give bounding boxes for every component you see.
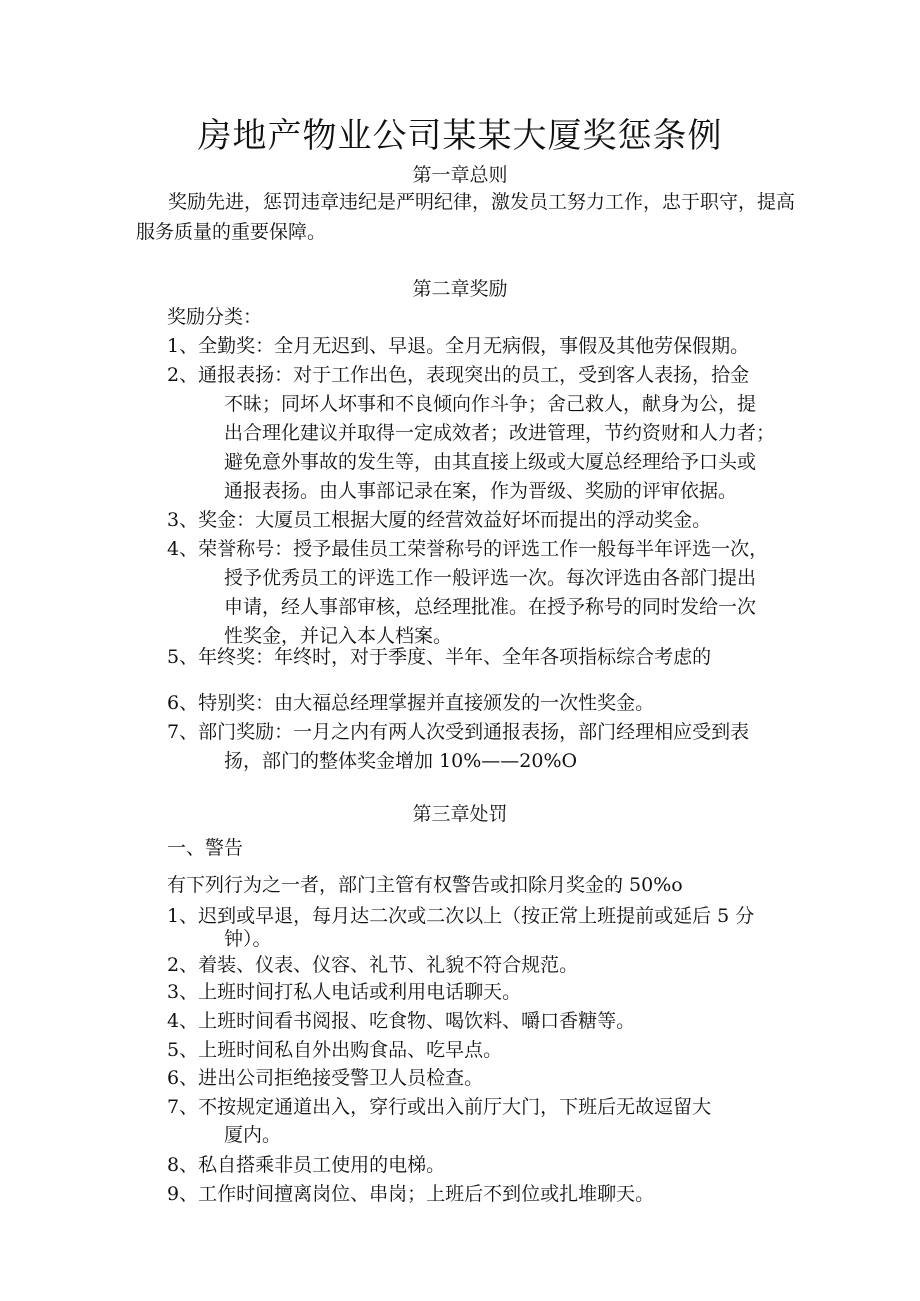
warning-intro: 有下列行为之一者，部门主管有权警告或扣除月奖金的 50%o (167, 874, 683, 896)
item-text: 上班时间打私人电话或利用电话聊天。 (198, 981, 522, 1003)
reward-item-continuation: 申请，经人事部审核，总经理批准。在授予称号的同时发给一次 (224, 596, 757, 618)
item-number: 8、 (167, 1154, 199, 1176)
reward-item-continuation: 避免意外事故的发生等，由其直接上级或大厦总经理给予口头或 (224, 451, 757, 473)
item-text: 全勤奖：全月无迟到、早退。全月无病假，事假及其他劳保假期。 (198, 335, 750, 357)
item-text: 通报表扬：对于工作出色，表现突出的员工，受到客人表扬，拾金 (198, 364, 750, 386)
penalty-item (167, 1035, 502, 1062)
document-title: 房地产物业公司某某大厦奖惩条例 (197, 116, 723, 156)
item-text: 部门奖励：一月之内有两人次受到通报表扬，部门经理相应受到表 (198, 721, 750, 743)
reward-item-continuation: 扬，部门的整体奖金增加 10%——20%O (224, 750, 578, 772)
item-number: 9、 (167, 1183, 199, 1205)
item-text: 不按规定通道出入，穿行或出入前厅大门，下班后无故逗留大 (198, 1096, 712, 1118)
penalty-item (167, 1150, 445, 1177)
chapter1-paragraph: 奖励先进，惩罚违章违纪是严明纪律，激发员工努力工作，忠于职守，提高服务质量的重要保障。 (136, 191, 796, 243)
reward-item-continuation: 不昧；同坏人坏事和不良倾向作斗争；舍己救人，献身为公，提 (224, 393, 757, 415)
item-number: 2、 (167, 954, 199, 976)
reward-item (167, 505, 711, 532)
warning-section-label: 一、警告 (167, 837, 244, 859)
penalty-item (167, 1179, 654, 1206)
item-number: 4、 (167, 1010, 199, 1032)
item-number: 6、 (167, 1067, 199, 1089)
item-text: 特别奖：由大福总经理掌握并直接颁发的一次性奖金。 (198, 692, 655, 714)
reward-item (167, 642, 711, 669)
item-number: 3、 (167, 981, 199, 1003)
penalty-item (167, 1063, 483, 1090)
item-number: 1、 (167, 905, 199, 927)
chapter3-heading: 第三章处罚 (412, 803, 508, 825)
item-text: 年终奖：年终时，对于季度、半年、全年各项指标综合考虑的 (198, 646, 712, 668)
item-text: 上班时间私自外出购食品、吃早点。 (198, 1039, 503, 1061)
penalty-item (167, 950, 578, 977)
reward-item (167, 360, 749, 387)
penalty-item-continuation: 厦内。 (224, 1124, 282, 1146)
item-number: 4、 (167, 538, 199, 560)
reward-item (167, 688, 654, 715)
item-number: 7、 (167, 721, 199, 743)
item-number: 1、 (167, 335, 199, 357)
item-number: 7、 (167, 1096, 199, 1118)
item-text: 荣誉称号：授予最佳员工荣誉称号的评选工作一般每半年评选一次， (198, 538, 769, 560)
item-text: 迟到或早退，每月达二次或二次以上（按正常上班提前或延后 5 分 (198, 905, 755, 927)
penalty-item (167, 1006, 635, 1033)
item-text: 着装、仪表、仪容、礼节、礼貌不符合规范。 (198, 954, 579, 976)
item-text: 上班时间看书阅报、吃食物、喝饮料、嚼口香糖等。 (198, 1010, 636, 1032)
item-number: 6、 (167, 692, 199, 714)
item-number: 2、 (167, 364, 199, 386)
chapter2-heading: 第二章奖励 (412, 278, 508, 300)
item-number: 5、 (167, 646, 199, 668)
penalty-item-continuation: 钟）。 (224, 928, 272, 950)
reward-item-continuation: 通报表扬。由人事部记录在案，作为晋级、奖励的评审依据。 (224, 480, 738, 502)
item-text: 进出公司拒绝接受警卫人员检查。 (198, 1067, 484, 1089)
penalty-item (167, 977, 521, 1004)
chapter1-heading: 第一章总则 (412, 164, 508, 186)
reward-item-continuation: 性奖金，并记入本人档案。 (224, 625, 453, 647)
reward-item-continuation: 出合理化建议并取得一定成效者；改进管理，节约资财和人力者； (224, 422, 776, 444)
item-text: 私自搭乘非员工使用的电梯。 (198, 1154, 446, 1176)
reward-category-label: 奖励分类： (167, 306, 263, 328)
item-text: 工作时间擅离岗位、串岗；上班后不到位或扎堆聊天。 (198, 1183, 655, 1205)
reward-item (167, 717, 749, 744)
item-number: 5、 (167, 1039, 199, 1061)
reward-item (167, 534, 768, 561)
reward-item (167, 331, 749, 358)
item-text: 奖金：大厦员工根据大厦的经营效益好坏而提出的浮动奖金。 (198, 509, 712, 531)
penalty-item (167, 1092, 711, 1119)
item-number: 3、 (167, 509, 199, 531)
reward-item-continuation: 授予优秀员工的评选工作一般评选一次。每次评选由各部门提出 (224, 567, 757, 589)
